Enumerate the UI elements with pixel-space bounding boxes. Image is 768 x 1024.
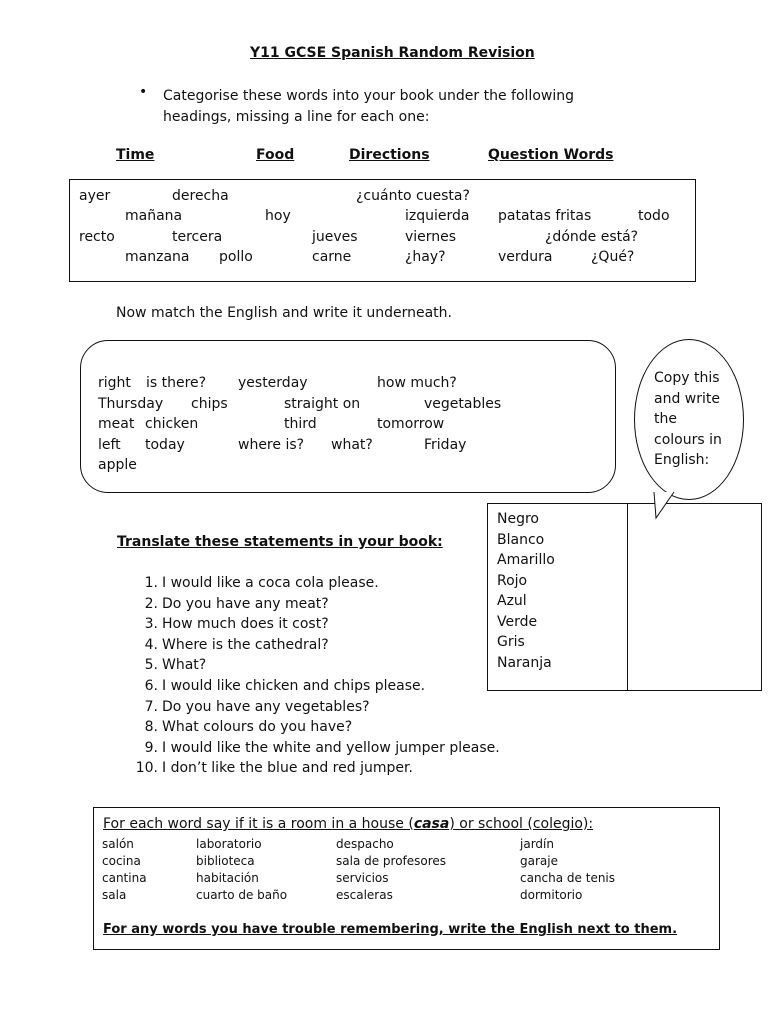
room-word: escaleras: [336, 888, 393, 902]
list-number: 8.: [144, 719, 158, 736]
colour-item: Gris: [497, 634, 525, 650]
statement-text: What?: [162, 657, 207, 674]
colour-item: Blanco: [497, 531, 545, 548]
statement-text: What colours do you have?: [162, 719, 353, 736]
list-number: 3.: [144, 616, 158, 633]
word-item: tercera: [172, 229, 223, 245]
statement-text: I would like chicken and chips please.: [162, 677, 426, 694]
english-word: Friday: [424, 437, 467, 453]
colour-item: Negro: [497, 511, 539, 527]
heading-directions: Directions: [349, 147, 430, 163]
word-item: hoy: [265, 208, 291, 224]
colour-item: Azul: [497, 593, 527, 609]
english-word: apple: [98, 457, 137, 473]
speech-bubble-tail: [650, 490, 678, 520]
rooms-instruction-part1: For each word say if it is a room in a house (: [103, 816, 414, 832]
heading-food: Food: [256, 147, 295, 163]
statement-text: I would like a coca cola please.: [162, 575, 379, 591]
english-word: vegetables: [424, 396, 502, 412]
rooms-instruction-casa: casa: [413, 816, 450, 832]
english-word: tomorrow: [377, 416, 445, 432]
room-word: sala: [102, 888, 127, 902]
word-item: carne: [312, 249, 352, 265]
room-word: cuarto de baño: [196, 888, 288, 902]
rooms-instruction-part2: ) or school (colegio):: [449, 816, 594, 832]
word-item: viernes: [405, 229, 457, 245]
list-number: 9.: [144, 739, 158, 756]
room-word: salón: [102, 837, 134, 851]
rooms-instruction: [103, 816, 593, 832]
english-word: what?: [331, 437, 373, 453]
room-word: servicios: [336, 871, 389, 885]
list-item: [130, 738, 500, 759]
word-item: pollo: [219, 249, 253, 265]
list-item: [130, 717, 500, 738]
word-item: jueves: [312, 229, 358, 245]
english-word: Thursday: [98, 396, 164, 412]
room-word: despacho: [336, 837, 394, 851]
english-word: is there?: [146, 375, 207, 391]
list-number: 2.: [144, 595, 158, 612]
statement-text: Do you have any vegetables?: [162, 698, 370, 715]
room-word: dormitorio: [520, 888, 583, 902]
word-item: verdura: [498, 249, 553, 265]
list-number: 6.: [144, 677, 158, 694]
list-item: [130, 758, 500, 779]
english-word: right: [98, 375, 131, 391]
word-item: patatas fritas: [498, 208, 592, 224]
room-word: cantina: [102, 871, 147, 885]
english-word: where is?: [238, 437, 305, 453]
statement-text: I would like the white and yellow jumper please.: [162, 739, 500, 756]
rooms-footer-note: For any words you have trouble remembering, write the English next to them.: [103, 922, 678, 937]
room-word: laboratorio: [196, 837, 262, 851]
colour-list: [497, 509, 555, 673]
english-word: meat: [98, 416, 135, 432]
list-item: [130, 614, 500, 635]
list-item: [130, 655, 500, 676]
room-word: garaje: [520, 854, 558, 868]
colour-item: Rojo: [497, 572, 528, 589]
english-word: today: [145, 437, 185, 453]
english-word: chips: [191, 396, 228, 412]
statement-list: [130, 573, 500, 779]
statement-text: Where is the cathedral?: [162, 636, 329, 653]
word-item: recto: [79, 229, 115, 245]
english-word: straight on: [284, 396, 361, 412]
colour-item: Verde: [497, 613, 538, 630]
list-item: [130, 573, 500, 594]
word-item: ¿cuánto cuesta?: [356, 188, 470, 204]
translate-heading: Translate these statements in your book:: [117, 534, 443, 550]
word-item: ¿Qué?: [591, 249, 635, 265]
room-word: jardín: [520, 837, 554, 851]
word-item: manzana: [125, 249, 190, 265]
page-title: Y11 GCSE Spanish Random Revision: [250, 45, 535, 61]
room-word: cancha de tenis: [520, 871, 616, 885]
list-item: [130, 697, 500, 718]
word-item: todo: [638, 208, 670, 224]
room-word: sala de profesores: [336, 854, 447, 868]
bubble-instruction: Copy this and write the colours in English:: [654, 370, 722, 468]
statement-text: Do you have any meat?: [162, 595, 329, 612]
colour-item: Naranja: [497, 654, 552, 671]
english-word: chicken: [145, 416, 199, 432]
room-word: cocina: [102, 854, 141, 868]
match-instruction: Now match the English and write it underneath.: [116, 305, 452, 321]
word-item: ayer: [79, 188, 111, 204]
list-number: 4.: [144, 636, 158, 653]
statement-text: How much does it cost?: [162, 616, 329, 633]
statement-text: I don’t like the blue and red jumper.: [162, 760, 413, 777]
word-item: izquierda: [405, 208, 470, 224]
list-number: 10.: [135, 760, 158, 777]
word-item: ¿hay?: [405, 249, 446, 265]
room-word: biblioteca: [196, 854, 255, 868]
bullet-marker: •: [139, 84, 148, 100]
list-number: 5.: [144, 657, 158, 674]
english-word: left: [98, 437, 121, 453]
list-number: 1.: [144, 575, 158, 591]
english-word: third: [284, 416, 317, 432]
list-number: 7.: [144, 698, 158, 715]
list-item: [130, 635, 500, 656]
colour-table-divider: [627, 503, 628, 691]
heading-question-words: Question Words: [488, 147, 614, 163]
list-item: [130, 676, 500, 697]
english-word: yesterday: [238, 375, 308, 391]
list-item: [130, 594, 500, 615]
english-word: how much?: [377, 375, 457, 391]
room-word: habitación: [196, 871, 259, 885]
word-item: ¿dónde está?: [545, 229, 639, 245]
colour-item: Amarillo: [497, 552, 555, 568]
word-item: derecha: [172, 188, 229, 204]
categorise-instruction: Categorise these words into your book under the following headings, missing a line for each one:: [163, 88, 574, 125]
word-item: mañana: [125, 208, 183, 224]
heading-time: Time: [116, 147, 155, 163]
